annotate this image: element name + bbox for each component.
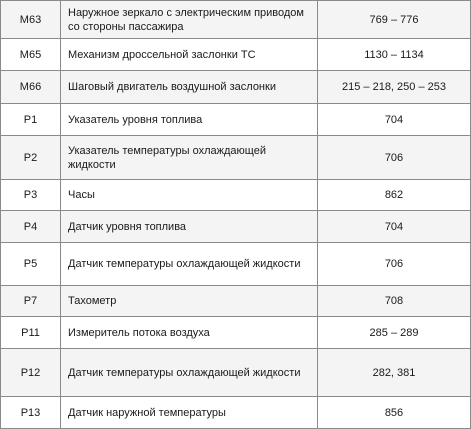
table-row — [1, 243, 471, 286]
component-code: P11 — [1, 317, 61, 349]
page-reference: 769 – 776 — [318, 1, 471, 39]
page-reference: 282, 381 — [318, 349, 471, 397]
table-row — [1, 286, 471, 317]
component-description: Датчик температуры охлаждающей жидкости — [61, 243, 318, 286]
component-description: Шаговый двигатель воздушной заслонки — [61, 71, 318, 104]
component-code: P1 — [1, 104, 61, 136]
component-description: Измеритель потока воздуха — [61, 317, 318, 349]
table-row — [1, 397, 471, 429]
page-reference: 706 — [318, 243, 471, 286]
component-description: Указатель уровня топлива — [61, 104, 318, 136]
component-description: Механизм дроссельной заслонки ТС — [61, 39, 318, 71]
table-row — [1, 104, 471, 136]
component-code: P7 — [1, 286, 61, 317]
component-description: Указатель температуры охлаждающей жидкости — [61, 136, 318, 180]
table-row — [1, 39, 471, 71]
page-reference: 706 — [318, 136, 471, 180]
page-reference: 708 — [318, 286, 471, 317]
component-description: Датчик наружной температуры — [61, 397, 318, 429]
component-code: P13 — [1, 397, 61, 429]
component-code: P3 — [1, 180, 61, 211]
page-reference: 862 — [318, 180, 471, 211]
component-description: Датчик температуры охлаждающей жидкости — [61, 349, 318, 397]
page-reference: 704 — [318, 104, 471, 136]
page-reference: 285 – 289 — [318, 317, 471, 349]
component-code: P2 — [1, 136, 61, 180]
page-reference: 215 – 218, 250 – 253 — [318, 71, 471, 104]
table-row — [1, 71, 471, 104]
table-row — [1, 136, 471, 180]
component-code: P5 — [1, 243, 61, 286]
page-reference: 856 — [318, 397, 471, 429]
component-code: M66 — [1, 71, 61, 104]
table-row — [1, 180, 471, 211]
page-reference: 704 — [318, 211, 471, 243]
component-code: P12 — [1, 349, 61, 397]
table-row — [1, 1, 471, 39]
component-code: M63 — [1, 1, 61, 39]
table-row — [1, 211, 471, 243]
page-reference: 1130 – 1134 — [318, 39, 471, 71]
component-code: P4 — [1, 211, 61, 243]
component-description: Тахометр — [61, 286, 318, 317]
component-code: M65 — [1, 39, 61, 71]
component-description: Датчик уровня топлива — [61, 211, 318, 243]
table-row — [1, 349, 471, 397]
component-description: Наружное зеркало с электрическим приводом со стороны пассажира — [61, 1, 318, 39]
table-row — [1, 317, 471, 349]
component-description: Часы — [61, 180, 318, 211]
